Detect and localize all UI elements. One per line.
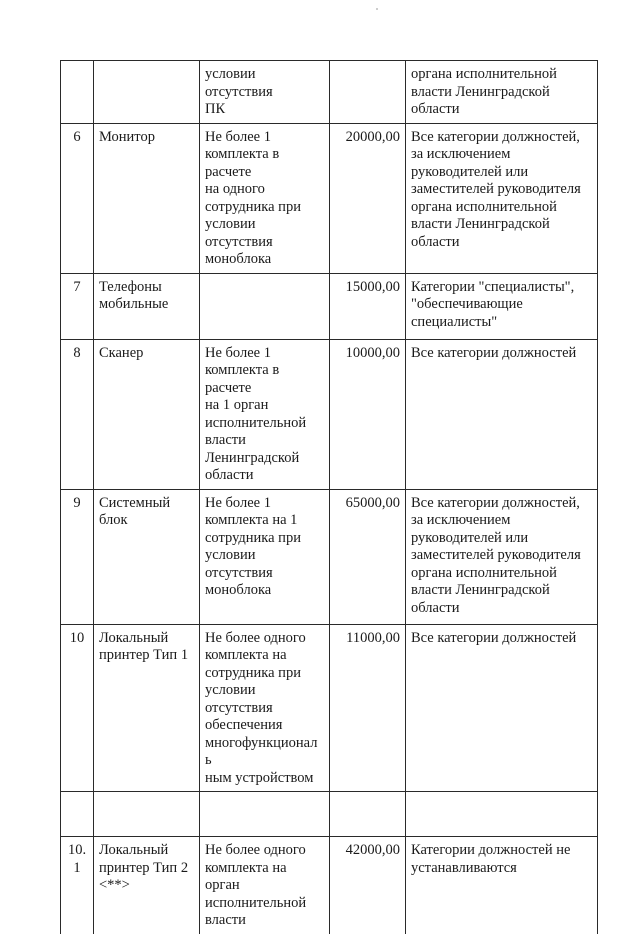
- item-category: Все категории должностей, за исключением руководителей или заместителей руководителя органа исполнительной власти Ленинградской области: [406, 489, 598, 624]
- item-category: Все категории должностей, за исключением руководителей или заместителей руководителя органа исполнительной власти Ленинградской области: [406, 123, 598, 273]
- gap-cell: [330, 792, 406, 837]
- table-row-system-unit: [61, 489, 598, 624]
- gap-cell: [406, 792, 598, 837]
- item-norm: Не более 1 комплекта в расчете на одного сотрудника при условии отсутствия моноблока: [200, 123, 330, 273]
- item-norm: [200, 273, 330, 339]
- item-name: [94, 61, 200, 124]
- item-norm: условии отсутствия ПК: [200, 61, 330, 124]
- item-price: 11000,00: [330, 624, 406, 792]
- row-number: 7: [61, 273, 94, 339]
- table-row-printer-type-2: [61, 837, 598, 934]
- row-number: 6: [61, 123, 94, 273]
- item-norm: Не более одного комплекта на сотрудника при условии отсутствия обеспечения многофункциональ ным устройством: [200, 624, 330, 792]
- table-row-continuation: [61, 61, 598, 124]
- item-norm: Не более одного комплекта на орган исполнительной власти: [200, 837, 330, 934]
- item-name: Локальный принтер Тип 1: [94, 624, 200, 792]
- table-gap-row: [61, 792, 598, 837]
- table-row-monitor: [61, 123, 598, 273]
- gap-cell: [61, 792, 94, 837]
- row-number: 8: [61, 339, 94, 489]
- item-price: 42000,00: [330, 837, 406, 934]
- table-row-mobile-phones: [61, 273, 598, 339]
- item-category: органа исполнительной власти Ленинградской области: [406, 61, 598, 124]
- item-price: 65000,00: [330, 489, 406, 624]
- gap-cell: [94, 792, 200, 837]
- item-category: Все категории должностей: [406, 339, 598, 489]
- item-name: Системный блок: [94, 489, 200, 624]
- row-number: 10. 1: [61, 837, 94, 934]
- item-name: Монитор: [94, 123, 200, 273]
- item-category: Категории должностей не устанавливаются: [406, 837, 598, 934]
- item-price: [330, 61, 406, 124]
- item-category: Все категории должностей: [406, 624, 598, 792]
- item-name: Локальный принтер Тип 2 <**>: [94, 837, 200, 934]
- row-number: [61, 61, 94, 124]
- item-price: 15000,00: [330, 273, 406, 339]
- item-norm: Не более 1 комплекта на 1 сотрудника при условии отсутствия моноблока: [200, 489, 330, 624]
- item-category: Категории "специалисты", "обеспечивающие специалисты": [406, 273, 598, 339]
- item-name: Сканер: [94, 339, 200, 489]
- item-name: Телефоны мобильные: [94, 273, 200, 339]
- table-row-scanner: [61, 339, 598, 489]
- item-price: 10000,00: [330, 339, 406, 489]
- scan-speck: [376, 8, 378, 10]
- table-row-printer-type-1: [61, 624, 598, 792]
- row-number: 10: [61, 624, 94, 792]
- item-norm: Не более 1 комплекта в расчете на 1 орган исполнительной власти Ленинградской области: [200, 339, 330, 489]
- item-price: 20000,00: [330, 123, 406, 273]
- row-number: 9: [61, 489, 94, 624]
- gap-cell: [200, 792, 330, 837]
- equipment-norms-table: [60, 60, 598, 934]
